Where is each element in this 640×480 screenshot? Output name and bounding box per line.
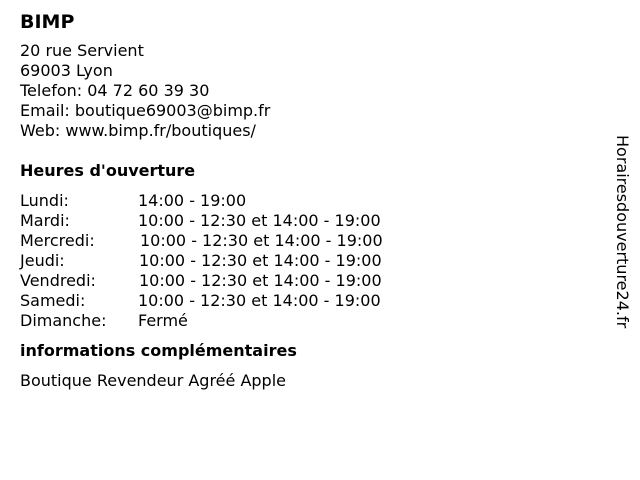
hours-time: 10:00 - 12:30 et 14:00 - 19:00 — [140, 231, 383, 250]
hours-time: Fermé — [138, 311, 188, 330]
hours-row — [20, 251, 600, 271]
phone-line: Telefon: 04 72 60 39 30 — [20, 81, 210, 100]
address-street: 20 rue Servient — [20, 41, 144, 60]
hours-time: 10:00 - 12:30 et 14:00 - 19:00 — [139, 271, 382, 290]
site-watermark: Horairesdouverture24.fr — [613, 135, 632, 329]
store-card — [20, 10, 600, 391]
hours-row — [20, 211, 600, 231]
email-line: Email: boutique69003@bimp.fr — [20, 101, 271, 120]
hours-time: 14:00 - 19:00 — [138, 191, 247, 210]
hours-row — [20, 191, 600, 211]
hours-day: Vendredi: — [20, 271, 96, 290]
hours-day: Jeudi: — [20, 251, 65, 270]
hours-time: 10:00 - 12:30 et 14:00 - 19:00 — [138, 211, 381, 230]
hours-row — [20, 311, 600, 331]
hours-row — [20, 291, 600, 311]
store-name: BIMP — [20, 11, 75, 33]
additional-info-text: Boutique Revendeur Agréé Apple — [20, 371, 286, 390]
hours-row — [20, 271, 600, 291]
hours-day: Dimanche: — [20, 311, 107, 330]
hours-row — [20, 231, 600, 251]
hours-time: 10:00 - 12:30 et 14:00 - 19:00 — [138, 291, 381, 310]
additional-info-heading: informations complémentaires — [20, 341, 297, 360]
web-line: Web: www.bimp.fr/boutiques/ — [20, 121, 256, 140]
address-city: 69003 Lyon — [20, 61, 113, 80]
hours-time: 10:00 - 12:30 et 14:00 - 19:00 — [139, 251, 382, 270]
opening-hours-heading: Heures d'ouverture — [20, 161, 196, 180]
opening-hours-list — [20, 191, 600, 331]
hours-day: Samedi: — [20, 291, 86, 310]
hours-day: Lundi: — [20, 191, 69, 210]
hours-day: Mercredi: — [20, 231, 95, 250]
hours-day: Mardi: — [20, 211, 70, 230]
